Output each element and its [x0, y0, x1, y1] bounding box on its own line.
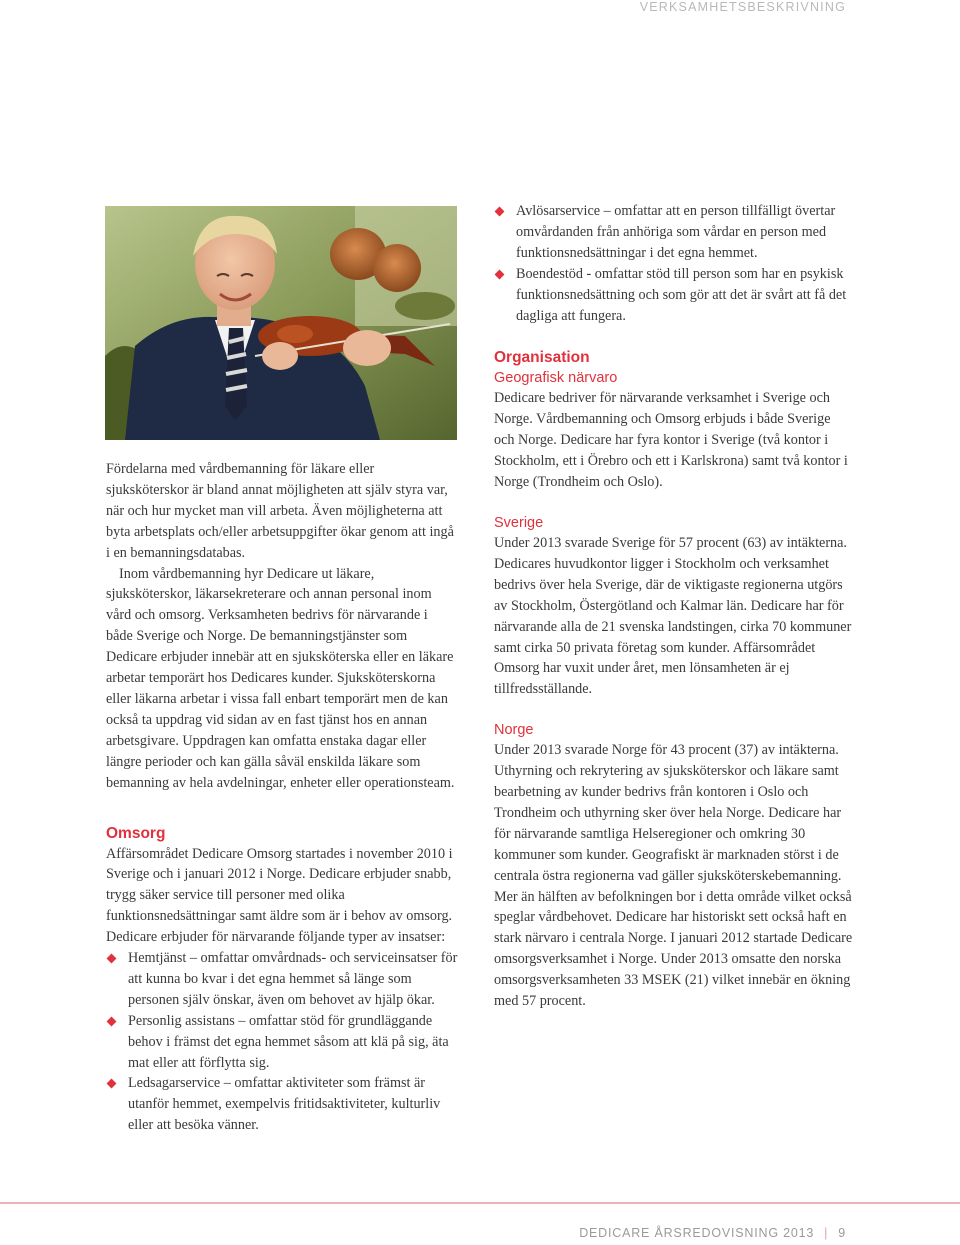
photo-caption: Fördelarna med vårdbemanning för läkare eller sjuksköterskor är bland annat möjligheten att själv styra var, när och hur mycket man vill arbeta. Även möjligheterna att byta arbetsplats och/eller arbetsuppgifter ökar genom att ingå i en bemanningsdatabas. [106, 461, 454, 561]
geografisk-narvaro-heading: Geografisk närvaro [494, 370, 618, 387]
diamond-bullet-icon [107, 954, 117, 964]
list-item: Personlig assistans – omfattar stöd för grundläggande behov i främst det egna hemmet såsom att klä på sig, äta mat eller att förflytta sig. [106, 1011, 458, 1074]
page-footer [579, 1226, 846, 1240]
left-column [106, 459, 458, 1136]
report-title: DEDICARE ÅRSREDOVISNING 2013 [579, 1226, 815, 1240]
photo-boy-violin [105, 206, 457, 440]
list-item: Hemtjänst – omfattar omvårdnads- och serviceinsatser för att kunna bo kvar i det egna hemmet så länge som personen själv önskar, även om behovet av hjälp ökar. [106, 948, 458, 1011]
list-item: Boendestöd - omfattar stöd till person som har en psykisk funktionsnedsättning och som gör att det är svårt att få det dagliga att fungera. [494, 264, 854, 327]
right-column [494, 201, 854, 1012]
page-number: 9 [838, 1226, 846, 1240]
omsorg-bullet-list-continued [494, 201, 854, 326]
list-item: Avlösarservice – omfattar att en person tillfälligt övertar omvårdanden från anhöriga som vårdar en person med funktionsnedsättningar i det egna hemmet. [494, 201, 854, 264]
omsorg-heading: Omsorg [106, 824, 166, 842]
norge-paragraph: Under 2013 svarade Norge för 43 procent (37) av intäkterna. Uthyrning och rekrytering av sjuksköterskor och läkare samt bearbetning av kunder bedrivs från kontoren i Oslo och Trondheim och uthyrning sker över hela Norge. Dedicare har för närvarande samtliga Helseregioner och omkring 30 kommuner som kunder. Geografiskt är marknaden störst i de centrala östra regionerna vad gäller sjuksköterskebemanning. Mer än hälften av befolkningen bor i detta område vilket också speglar vårdbehovet. Dedicare har historiskt sett också haft en stark närvaro i centrala Norge. I januari 2012 startade Dedicare omsorgsverksamhet i Norge. Under 2013 omsatte den norska omsorgsverksamheten 33 MSEK (21) vilket innebär en ökning med 57 procent. [494, 742, 853, 1010]
diamond-bullet-icon [495, 207, 505, 217]
section-header: VERKSAMHETSBESKRIVNING [639, 0, 846, 14]
omsorg-bullet-list [106, 948, 458, 1136]
omsorg-paragraph: Affärsområdet Dedicare Omsorg startades i november 2010 i Sverige och i januari 2012 i Norge. Dedicare erbjuder snabb, trygg säker service till personer med olika funktionsnedsättningar samt äldre som är i behov av omsorg. Dedicare erbjuder för närvarande följande typer av insatser: [106, 845, 453, 946]
diamond-bullet-icon [495, 269, 505, 279]
diamond-bullet-icon [107, 1016, 117, 1026]
vardbemanning-paragraph: Inom vårdbemanning hyr Dedicare ut läkare, sjuksköterskor, läkarsekreterare och annan personal inom vård och omsorg. Verksamheten bedrivs för närvarande i både Sverige och Norge. De bemanningstjänster som Dedicare erbjuder innebär att en sjuksköterska eller en läkare arbetar temporärt hos Dedicares kunder. Sjuksköterskorna eller läkarna arbetar i vissa fall enbart temporärt men de kan också ta uppdrag vid sidan av en fast tjänst hos en annan arbetsgivare. Uppdragen kan omfatta enstaka dagar eller längre perioder och kan gälla såväl enskilda läkare som bemanning av hela avdelningar, enheter eller operationsteam. [106, 565, 455, 791]
list-item: Ledsagarservice – omfattar aktiviteter som främst är utanför hemmet, exempelvis fritidsaktiviteter, kulturliv eller att besöka vänner. [106, 1073, 458, 1136]
norge-heading: Norge [494, 722, 534, 739]
geografisk-narvaro-paragraph: Dedicare bedriver för närvarande verksamhet i Sverige och Norge. Vårdbemanning och Omsorg erbjuds i både Sverige och Norge. Dedicare har fyra kontor i Sverige (två kontor i Stockholm, ett i Örebro och ett i Karlskrona) samt två kontor i Norge (Trondheim och Oslo). [494, 390, 848, 491]
sverige-heading: Sverige [494, 514, 544, 531]
sverige-paragraph: Under 2013 svarade Sverige för 57 procent (63) av intäkterna. Dedicares huvudkontor ligger i Stockholm och verksamhet bedrivs över hela Sverige, där de viktigaste regionerna utgörs av Stockholm, Östergötland och Kalmar län. Dedicare har för närvarande alla de 21 svenska landstingen, cirka 70 kommuner samt cirka 50 privata företag som kunder. Affärsområdet Omsorg har vuxit under året, men lönsamheten är ej tillfredsställande. [494, 534, 852, 698]
organisation-heading: Organisation [494, 349, 590, 367]
diamond-bullet-icon [107, 1079, 117, 1089]
footer-separator: | [824, 1226, 829, 1240]
footer-divider [0, 1202, 960, 1204]
